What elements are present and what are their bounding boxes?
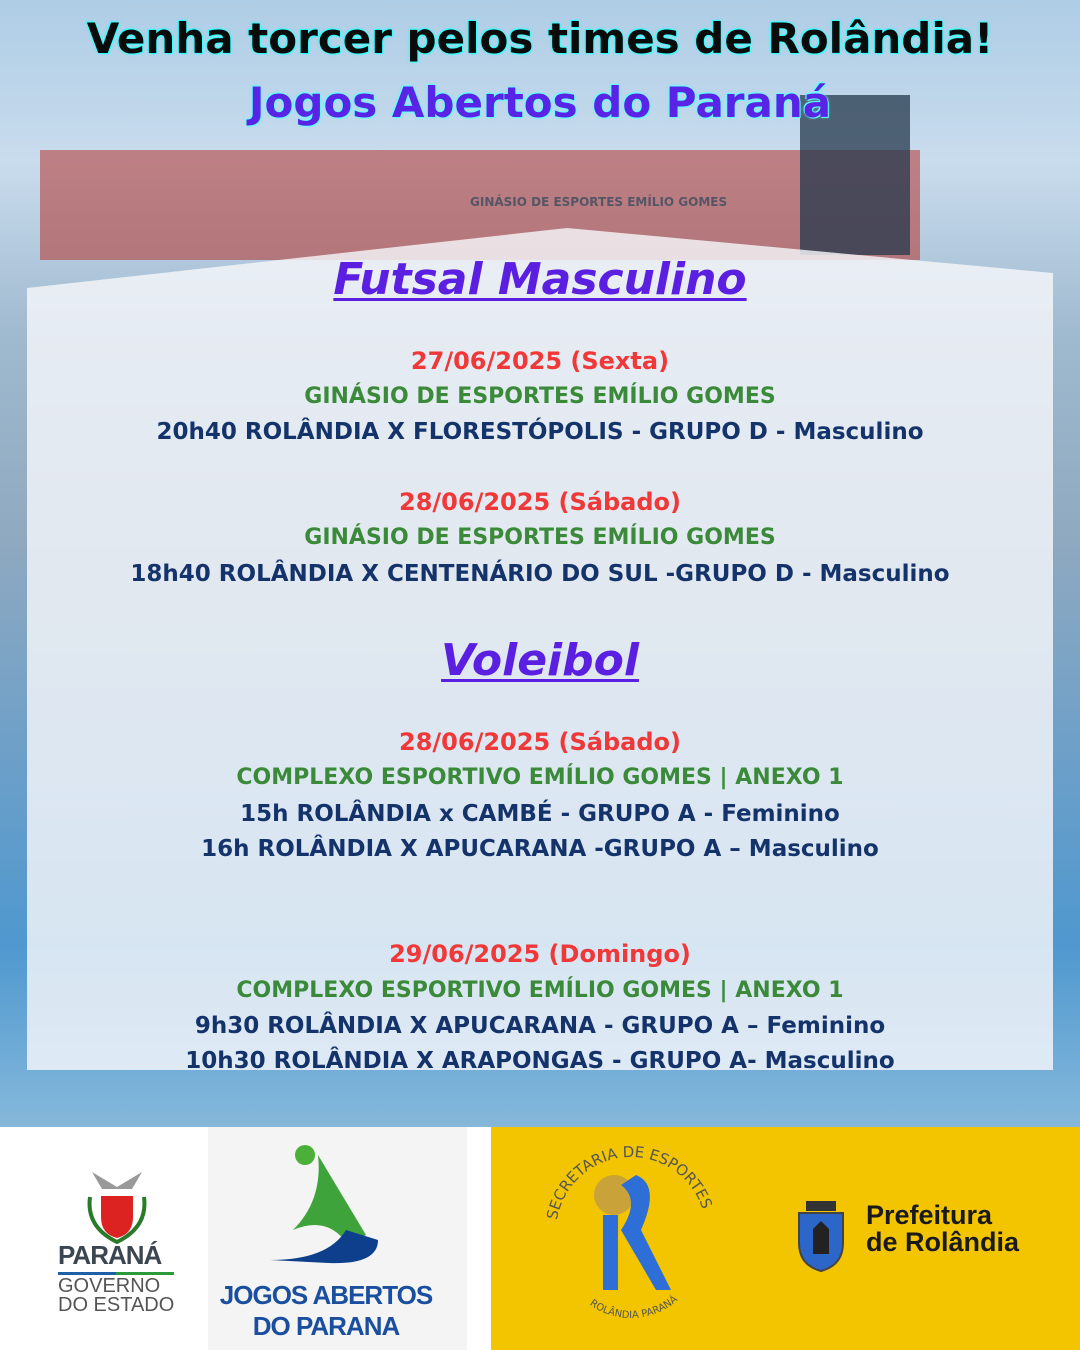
jogos-abertos-athlete-icon [268,1135,378,1265]
match: 16h ROLÂNDIA X APUCARANA -GRUPO A – Masculino [201,836,879,862]
parana-logo [0,1127,208,1350]
match: 20h40 ROLÂNDIA X FLORESTÓPOLIS - GRUPO D - Masculino [156,419,924,445]
headline: Venha torcer pelos times de Rolândia! [86,14,994,63]
secretaria-bottom-text: ROLÂNDIA PARANÁ [587,1293,680,1322]
venue: COMPLEXO ESPORTIVO EMÍLIO GOMES | ANEXO 1 [236,978,844,1003]
match: 10h30 ROLÂNDIA X ARAPONGAS - GRUPO A- Masculino [185,1048,895,1074]
date: 27/06/2025 (Sexta) [410,347,670,375]
section-title-voleibol: Voleibol [441,635,639,686]
building-sign: GINÁSIO DE ESPORTES EMÍLIO GOMES [470,195,728,209]
secretaria-arc-text: SECRETARIA DE ESPORTES [543,1142,716,1222]
venue: GINÁSIO DE ESPORTES EMÍLIO GOMES [304,384,776,409]
section-title-futsal: Futsal Masculino [333,254,747,305]
parana-governo: GOVERNO [58,1275,161,1297]
date: 28/06/2025 (Sábado) [399,728,681,756]
prefeitura-line2: de Rolândia [866,1227,1020,1257]
subheadline: Jogos Abertos do Paraná [248,78,832,127]
jogos-abertos-line1: JOGOS ABERTOS [219,1280,433,1310]
parana-estado: DO ESTADO [58,1294,175,1316]
parana-name: PARANÁ [58,1240,162,1270]
rolandia-coat-of-arms-icon [791,1199,851,1274]
venue: COMPLEXO ESPORTIVO EMÍLIO GOMES | ANEXO 1 [236,765,844,790]
svg-text:ROLÂNDIA PARANÁ [588,1292,680,1321]
date: 28/06/2025 (Sábado) [399,488,681,516]
match: 18h40 ROLÂNDIA X CENTENÁRIO DO SUL -GRUPO D - Masculino [130,561,950,587]
venue: GINÁSIO DE ESPORTES EMÍLIO GOMES [304,525,776,550]
match: 15h ROLÂNDIA x CAMBÉ - GRUPO A - Feminino [240,801,840,827]
match: 9h30 ROLÂNDIA X APUCARANA - GRUPO A – Feminino [194,1013,886,1039]
prefeitura-line1: Prefeitura [866,1200,993,1230]
parana-coat-of-arms-icon [82,1167,152,1247]
jogos-abertos-line2: DO PARANA [252,1311,400,1341]
rolandia-logos [491,1127,1080,1350]
jogos-abertos-logo [208,1127,467,1350]
secretaria-esportes-logo [531,1137,731,1337]
date: 29/06/2025 (Domingo) [389,940,691,968]
